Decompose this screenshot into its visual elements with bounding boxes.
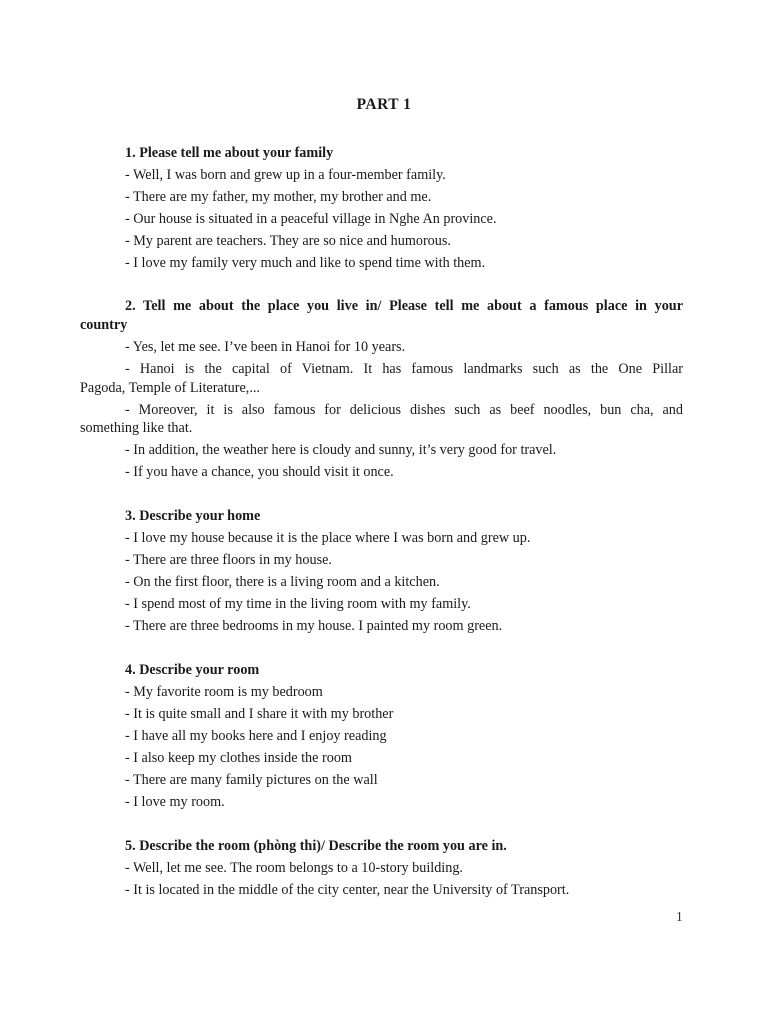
section-heading: 5. Describe the room (phòng thi)/ Describe the room you are in. <box>125 838 507 854</box>
section-heading: 4. Describe your room <box>125 662 260 678</box>
page-number: 1 <box>676 909 683 924</box>
section-heading: 3. Describe your home <box>125 508 261 524</box>
answer-line: - My parent are teachers. They are so nice and humorous. <box>125 233 451 249</box>
answer-line: - I love my family very much and like to spend time with them. <box>125 255 486 271</box>
answer-line: - There are many family pictures on the wall <box>125 772 378 788</box>
answer-line: - I love my room. <box>125 794 225 810</box>
answer-line: - If you have a chance, you should visit it once. <box>125 464 394 480</box>
section-heading: 2. Tell me about the place you live in/ Please tell me about a famous place in your <box>125 298 683 314</box>
answer-line: - It is quite small and I share it with my brother <box>125 706 394 722</box>
page-title: PART 1 <box>356 96 412 113</box>
answer-line: - Hanoi is the capital of Vietnam. It has famous landmarks such as the One Pillar <box>125 361 683 377</box>
answer-line: - There are three bedrooms in my house. I painted my room green. <box>125 618 503 634</box>
answer-line-continuation: Pagoda, Temple of Literature,... <box>80 380 260 396</box>
answer-line: - I also keep my clothes inside the room <box>125 750 352 766</box>
answer-line-continuation: something like that. <box>80 420 193 436</box>
answer-line: - Well, let me see. The room belongs to a 10-story building. <box>125 860 463 876</box>
answer-line: - There are my father, my mother, my brother and me. <box>125 189 432 205</box>
answer-line: - There are three floors in my house. <box>125 552 332 568</box>
answer-line: - It is located in the middle of the city center, near the University of Transport. <box>125 882 570 898</box>
answer-line: - Our house is situated in a peaceful village in Nghe An province. <box>125 211 497 227</box>
answer-line: - Well, I was born and grew up in a four-member family. <box>125 167 446 183</box>
section-heading-continuation: country <box>80 317 128 333</box>
answer-line: - My favorite room is my bedroom <box>125 684 323 700</box>
answer-line: - I love my house because it is the place where I was born and grew up. <box>125 530 531 546</box>
answer-line: - I have all my books here and I enjoy reading <box>125 728 387 744</box>
answer-line: - I spend most of my time in the living room with my family. <box>125 596 471 612</box>
section-heading: 1. Please tell me about your family <box>125 145 334 161</box>
answer-line: - On the first floor, there is a living room and a kitchen. <box>125 574 440 590</box>
answer-line: - In addition, the weather here is cloudy and sunny, it’s very good for travel. <box>125 442 557 458</box>
answer-line: - Yes, let me see. I’ve been in Hanoi for 10 years. <box>125 339 406 355</box>
answer-line: - Moreover, it is also famous for delicious dishes such as beef noodles, bun cha, and <box>125 402 683 418</box>
